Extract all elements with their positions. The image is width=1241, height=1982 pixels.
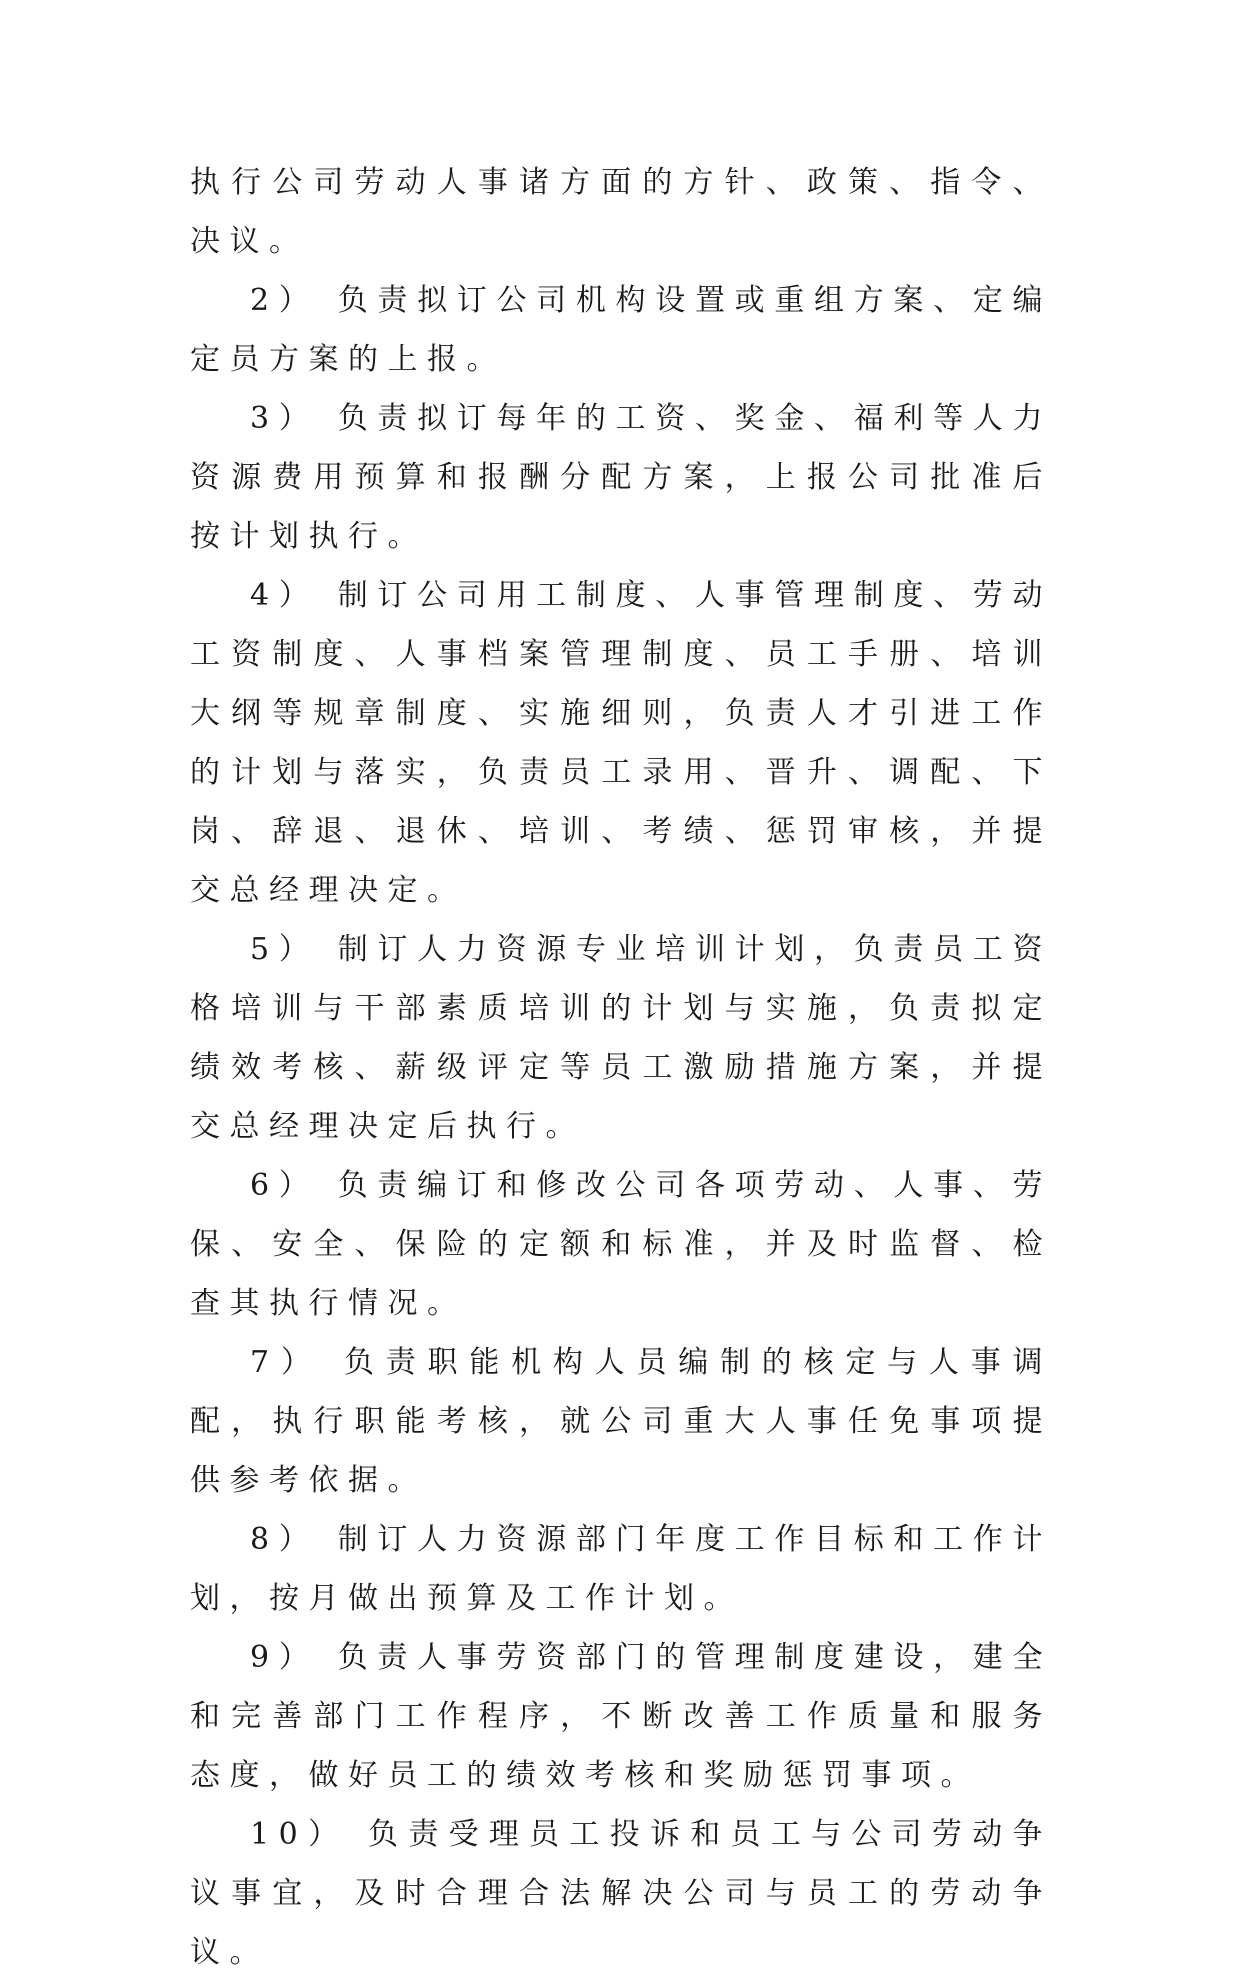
paragraph-item-10: 10） 负责受理员工投诉和员工与公司劳动争议事宜，及时合理合法解决公司与员工的劳动争议。 [190, 1817, 1052, 1970]
paragraph-item-5: 5） 制订人力资源专业培训计划，负责员工资格培训与干部素质培训的计划与实施，负责拟定绩效考核、薪级评定等员工激励措施方案，并提交总经理决定后执行。 [190, 932, 1052, 1144]
paragraph-item-4: 4） 制订公司用工制度、人事管理制度、劳动工资制度、人事档案管理制度、员工手册、培训大纲等规章制度、实施细则，负责人才引进工作的计划与落实，负责员工录用、晋升、调配、下岗、辞退、退休、培训、考绩、惩罚审核，并提交总经理决定。 [190, 578, 1052, 908]
document-body [190, 153, 1052, 1982]
paragraph-item-7: 7） 负责职能机构人员编制的核定与人事调配，执行职能考核，就公司重大人事任免事项提供参考依据。 [190, 1345, 1052, 1498]
paragraph-item-3: 3） 负责拟订每年的工资、奖金、福利等人力资源费用预算和报酬分配方案，上报公司批准后按计划执行。 [190, 401, 1052, 554]
paragraph-item-8: 8） 制订人力资源部门年度工作目标和工作计划，按月做出预算及工作计划。 [190, 1522, 1052, 1616]
paragraph-item-2: 2） 负责拟订公司机构设置或重组方案、定编定员方案的上报。 [190, 283, 1052, 377]
paragraph-item-9: 9） 负责人事劳资部门的管理制度建设，建全和完善部门工作程序，不断改善工作质量和服务态度，做好员工的绩效考核和奖励惩罚事项。 [190, 1640, 1052, 1793]
paragraph-continued: 执行公司劳动人事诸方面的方针、政策、指令、决议。 [190, 165, 1052, 259]
paragraph-item-6: 6） 负责编订和修改公司各项劳动、人事、劳保、安全、保险的定额和标准，并及时监督、检查其执行情况。 [190, 1168, 1052, 1321]
